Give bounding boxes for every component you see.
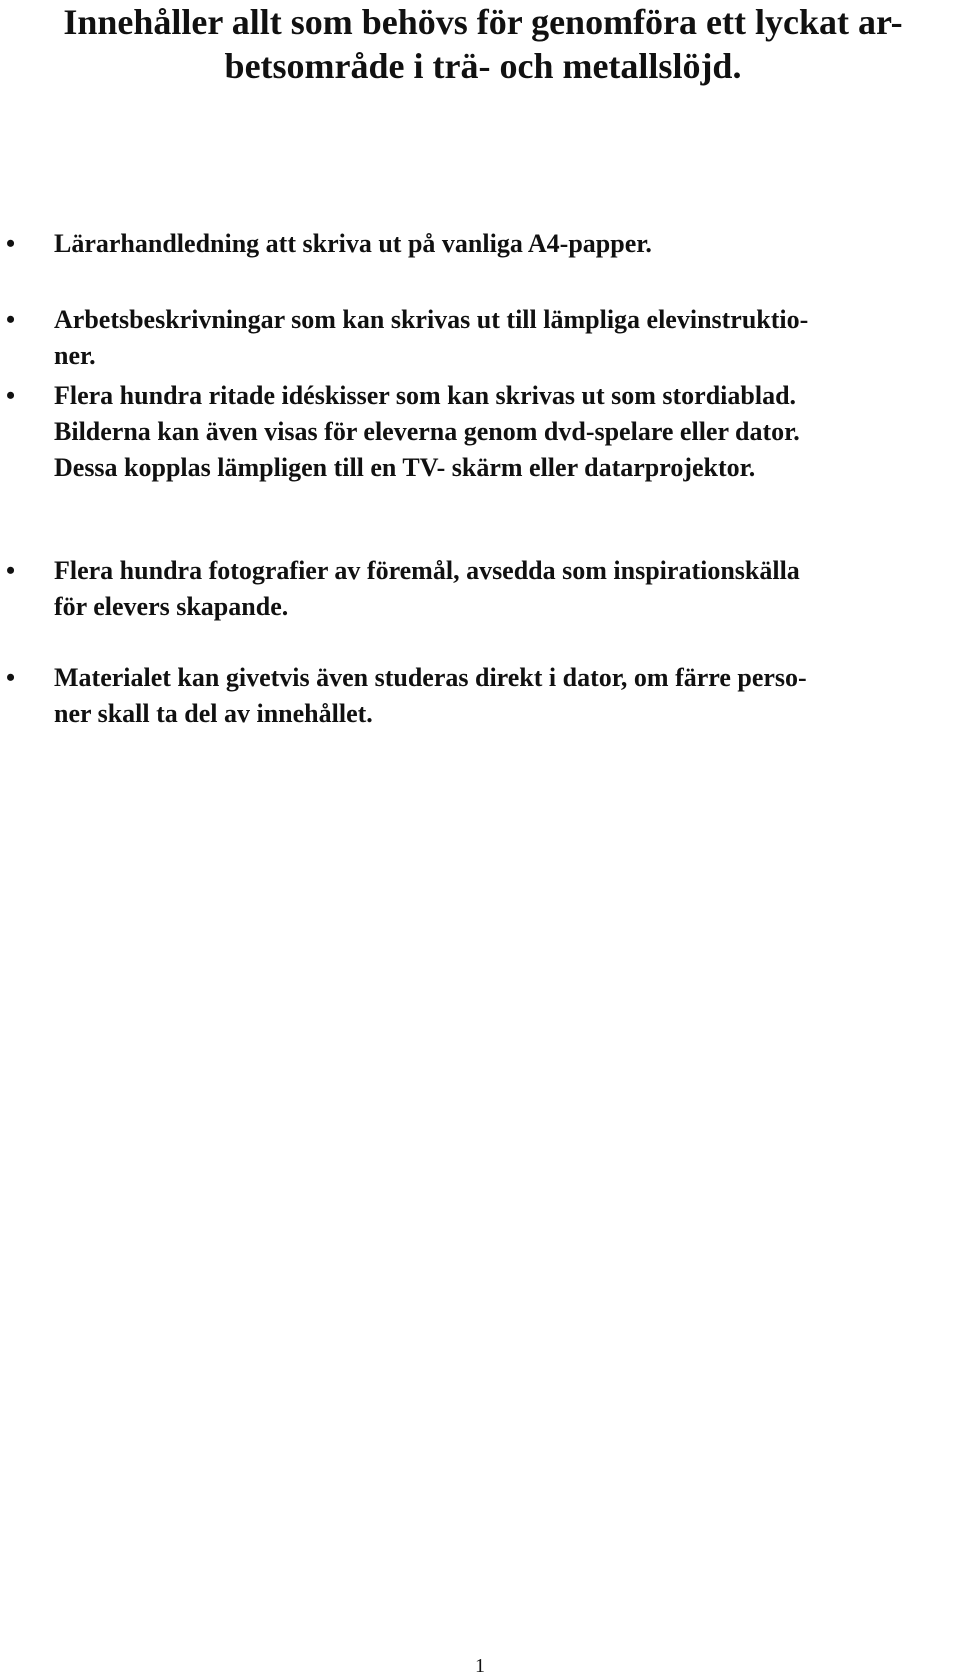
list-item-text — [54, 302, 954, 374]
bullet-icon: • — [6, 381, 16, 410]
list-item-line: Arbetsbeskrivningar som kan skrivas ut till lämpliga elevinstruktio- — [54, 305, 809, 334]
bullet-icon: • — [6, 663, 16, 692]
list-item-line: Bilderna kan även visas för eleverna genom dvd-spelare eller dator. — [54, 417, 800, 446]
bullet-icon: • — [6, 305, 16, 334]
bullet-icon: • — [6, 556, 16, 585]
list-item-line: ner skall ta del av innehållet. — [54, 699, 373, 728]
list-item-text — [54, 660, 954, 732]
page-title — [18, 0, 948, 88]
bullet-icon: • — [6, 229, 16, 258]
list-item-line: Flera hundra fotografier av föremål, avsedda som inspirationskälla — [54, 556, 800, 585]
list-item-line: Lärarhandledning att skriva ut på vanliga A4-papper. — [54, 229, 652, 258]
page-number: 1 — [475, 1655, 485, 1677]
list-item-text — [54, 553, 954, 625]
list-item-line: Dessa kopplas lämpligen till en TV- skärm eller datarprojektor. — [54, 453, 756, 482]
list-item-line: för elevers skapande. — [54, 592, 289, 621]
list-item-line: Flera hundra ritade idéskisser som kan skrivas ut som stordiablad. — [54, 381, 797, 410]
title-line-1: Innehåller allt som behövs för genomföra ett lyckat ar- — [63, 2, 903, 42]
list-item-line: ner. — [54, 341, 96, 370]
title-line-2: betsområde i trä- och metallslöjd. — [224, 46, 742, 86]
list-item-text — [54, 378, 954, 486]
list-item-line: Materialet kan givetvis även studeras direkt i dator, om färre perso- — [54, 663, 807, 692]
list-item-text — [54, 226, 954, 262]
